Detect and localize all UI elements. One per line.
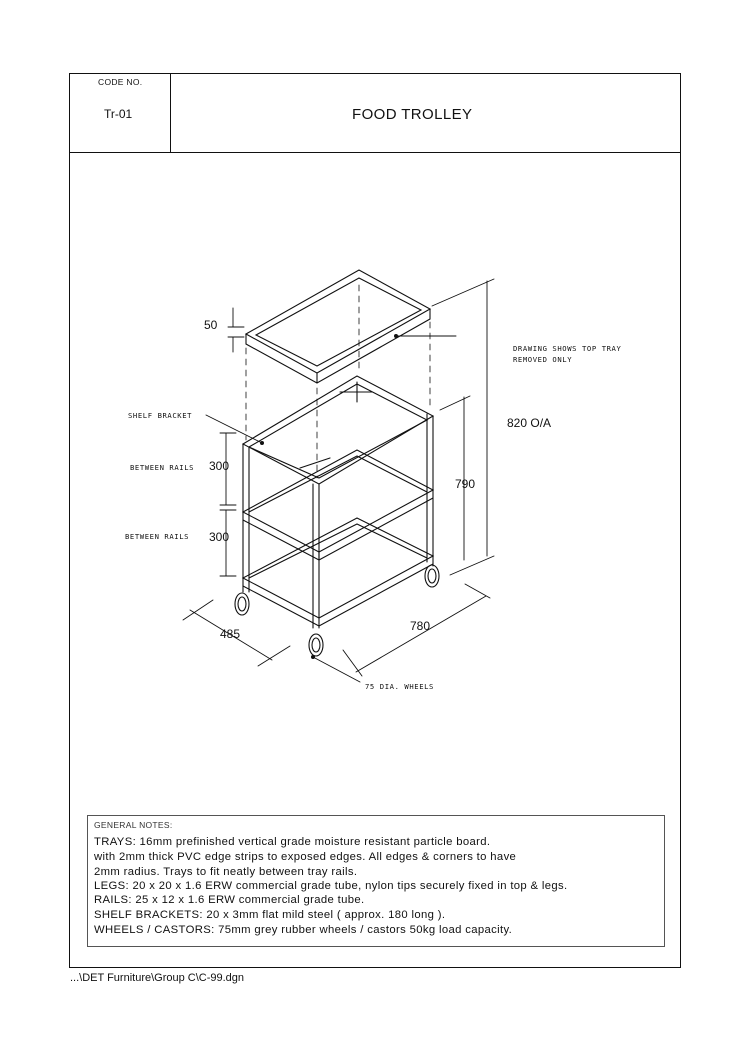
drawing-title: FOOD TROLLEY	[352, 106, 473, 123]
note-line: RAILS: 25 x 12 x 1.6 ERW commercial grade tube.	[94, 894, 365, 906]
dim-rail-spacing-upper: 300	[209, 459, 230, 473]
note-line: TRAYS: 16mm prefinished vertical grade moisture resistant particle board.	[94, 836, 491, 848]
shelf-bracket-label: SHELF BRACKET	[128, 411, 193, 420]
note-line: with 2mm thick PVC edge strips to exposed edges. All edges & corners to have	[94, 851, 517, 863]
file-path: ...\DET Furniture\Group C\C-99.dgn	[70, 972, 245, 984]
castor-wheels	[235, 565, 439, 656]
dim-length: 780	[410, 619, 431, 633]
code-label: CODE NO.	[98, 77, 143, 87]
dim-rail-spacing-lower: 300	[209, 530, 230, 544]
note-line: 2mm radius. Trays to fit neatly between tray rails.	[94, 866, 358, 878]
between-rails-label-upper: BETWEEN RAILS	[130, 463, 195, 472]
top-tray-note-line2: REMOVED ONLY	[513, 355, 573, 364]
dimension-lines	[183, 279, 494, 682]
top-tray	[246, 270, 430, 383]
middle-shelf	[243, 450, 433, 560]
bottom-shelf	[243, 518, 433, 626]
top-tray-note-line1: DRAWING SHOWS TOP TRAY	[513, 344, 622, 353]
dim-overall-height: 820 O/A	[507, 416, 552, 430]
dim-tray-depth: 50	[204, 318, 218, 332]
note-line: LEGS: 20 x 20 x 1.6 ERW commercial grade tube, nylon tips securely fixed in top & legs.	[94, 880, 568, 892]
dim-width: 485	[220, 627, 241, 641]
note-line: WHEELS / CASTORS: 75mm grey rubber wheels / castors 50kg load capacity.	[94, 924, 513, 936]
top-frame-rails	[243, 376, 433, 484]
between-rails-label-lower: BETWEEN RAILS	[125, 532, 190, 541]
projection-lines	[246, 285, 430, 478]
dim-leg-height: 790	[455, 477, 476, 491]
code-value: Tr-01	[104, 107, 133, 121]
note-line: SHELF BRACKETS: 20 x 3mm flat mild steel ( approx. 180 long ).	[94, 909, 446, 921]
wheels-label: 75 DIA. WHEELS	[365, 682, 434, 691]
general-notes-heading: GENERAL NOTES:	[94, 820, 173, 830]
